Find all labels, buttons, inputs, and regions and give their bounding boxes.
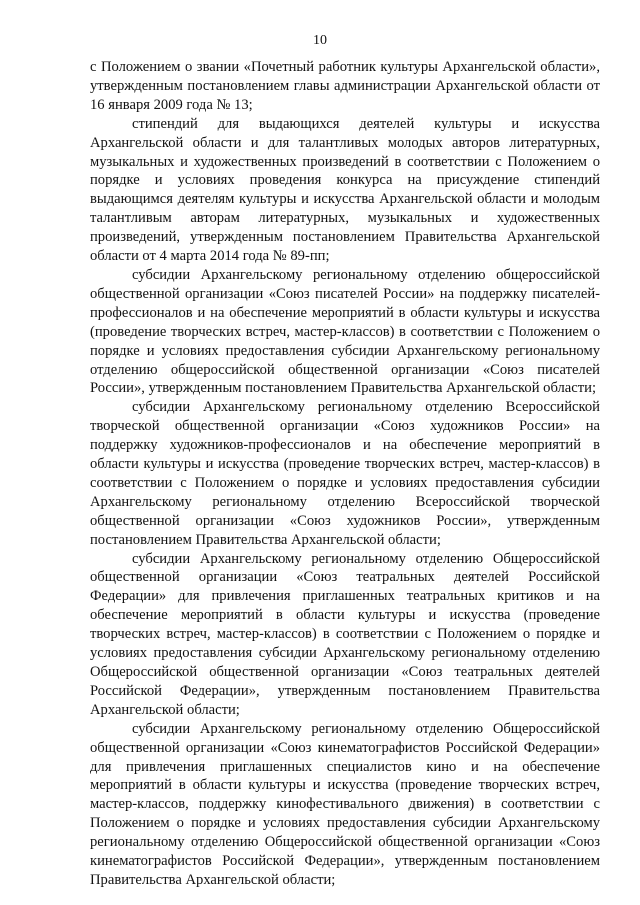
paragraph-writers-union-subsidy: субсидии Архангельскому региональному отделению общероссийской общественной организации «Союз писателей России» на поддержку писателей-профессионалов и на обеспечение мероприятий в области культуры и искусства (проведение творческих встреч, мастер-классов) в соответствии с Положением о порядке и условиях предоставления субсидии Архангельскому региональному отделению общероссийской общественной организации «Союз писателей России», утвержденным постановлением Правительства Архангельской области; bbox=[90, 266, 600, 397]
paragraph-theatre-union-subsidy: субсидии Архангельскому региональному отделению Общероссийской общественной организации «Союз театральных деятелей Российской Федерации» для привлечения приглашенных театральных критиков и на обеспечение мероприятий в области культуры и искусства (проведение творческих встреч, мастер-классов) в соответствии с Положением о порядке и условиях предоставления субсидии Архангельскому региональному отделению Общероссийской общественной организации «Союз театральных деятелей Российской Федерации», утвержденным постановлением Правительства Архангельской области; bbox=[90, 550, 600, 718]
document-body bbox=[90, 58, 600, 890]
paragraph-cinema-union-subsidy: субсидии Архангельскому региональному отделению Общероссийской общественной организации «Союз кинематографистов Российской Федерации» для привлечения приглашенных специалистов кино и на обеспечение мероприятий в области культуры и искусства (проведение творческих встреч, мастер-классов, поддержку кинофестивального движения) в соответствии с Положением о порядке и условиях предоставления субсидии Архангельскому региональному отделению Общероссийской общественной организации «Союз кинематографистов Российской Федерации», утвержденным постановлением Правительства Архангельской области; bbox=[90, 720, 600, 888]
paragraph-artists-union-subsidy: субсидии Архангельскому региональному отделению Всероссийской творческой общественной организации «Союз художников России» на поддержку художников-профессионалов и на обеспечение мероприятий в области культуры и искусства (проведение творческих встреч, мастер-классов) в соответствии с Положением о порядке и условиях предоставления субсидии Архангельскому региональному отделению Всероссийской творческой общественной организации «Союз художников России», утвержденным постановлением Правительства Архангельской области; bbox=[90, 399, 600, 548]
page-number: 10 bbox=[313, 33, 327, 48]
paragraph-stipends: стипендий для выдающихся деятелей культуры и искусства Архангельской области и для талантливых молодых авторов литературных, музыкальных и художественных произведений в соответствии с Положением о порядке и условиях проведения конкурса на присуждение стипендий выдающимся деятелям культуры и искусства Архангельской области и молодым талантливым авторам литературных, музыкальных и художественных произведений, утвержденным постановлением Правительства Архангельской области от 4 марта 2014 года № 89-пп; bbox=[90, 115, 600, 265]
paragraph-continuation: с Положением о звании «Почетный работник культуры Архангельской области», утвержденным постановлением главы администрации Архангельской области от 16 января 2009 года № 13; bbox=[90, 59, 600, 113]
